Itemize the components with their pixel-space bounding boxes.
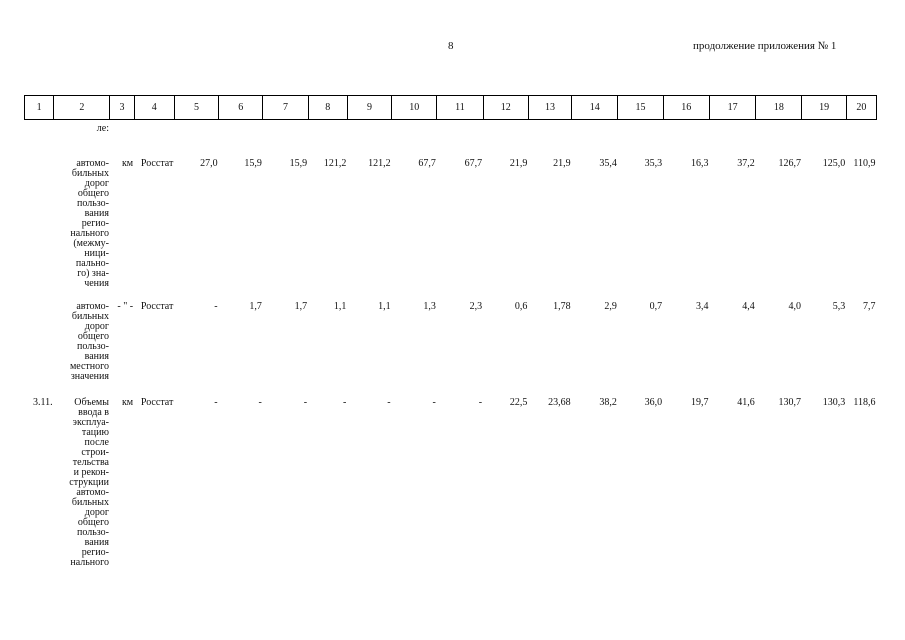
row-number [25,138,54,289]
column-header: 9 [347,96,391,120]
value-cell: - [432,397,436,408]
column-number-row [25,96,877,120]
value-cell: 1,7 [249,301,262,312]
value-cell: 2,9 [604,301,617,312]
value-cell: - [214,301,218,312]
column-header: 20 [846,96,876,120]
value-cell: 1,3 [423,301,436,312]
value-cell: 126,7 [778,158,801,169]
column-header: 16 [663,96,709,120]
unit-cell: - " - [117,301,134,312]
column-header: 6 [219,96,263,120]
column-header: 11 [437,96,483,120]
value-cell: 67,7 [418,158,436,169]
column-header: 17 [709,96,755,120]
value-cell: 16,3 [690,158,709,169]
indicator-name: автомо- бильных дорог общего пользо- вания местного значения [69,301,109,382]
value-cell: 15,9 [289,158,308,169]
source-cell: Росстат [140,158,174,169]
value-cell: 67,7 [464,158,483,169]
value-cell: 4,0 [788,301,801,312]
continuation-label: продолжение приложения № 1 [693,40,837,52]
value-cell: 5,3 [832,301,846,312]
table-row [25,382,877,568]
column-header: 5 [174,96,218,120]
value-cell: - [214,397,218,408]
column-header: 13 [528,96,571,120]
value-cell: - [303,397,308,408]
value-cell: 35,4 [599,158,617,169]
column-header: 14 [572,96,618,120]
value-cell: 22,5 [509,397,528,408]
column-header: 12 [483,96,528,120]
value-cell: 0,6 [514,301,528,312]
value-cell: 19,7 [690,397,709,408]
column-header: 15 [618,96,663,120]
value-cell: 118,6 [853,397,876,408]
value-cell: - [258,397,262,408]
column-header: 7 [263,96,308,120]
row-number: 3.11. [33,397,53,408]
value-cell: - [478,397,483,408]
value-cell: 41,6 [737,397,755,408]
table-row [25,138,877,289]
value-cell: 21,9 [553,158,571,169]
value-cell: 125,0 [822,158,846,169]
column-header: 10 [392,96,437,120]
value-cell: 2,3 [469,301,483,312]
value-cell: 121,2 [323,158,347,169]
column-header: 8 [308,96,347,120]
value-cell: 130,7 [778,397,801,408]
unit-cell: км [121,397,134,408]
source-cell: Росстат [140,301,174,312]
unit-cell: км [121,158,134,169]
value-cell: 110,9 [853,158,876,169]
indicator-name: Объемы ввода в эксплуа- тацию после строи- тельства и рекон- струкции автомо- бильных дорог общего пользо- вания регио- нального [69,397,109,568]
indicator-name: автомо- бильных дорог общего пользо- вания регио- нального (межму- ници- пально- го) зна- чения [70,158,109,289]
value-cell: 35,3 [644,158,663,169]
value-cell: - [387,397,391,408]
value-cell: 36,0 [644,397,663,408]
value-cell: 23,68 [548,397,571,408]
column-header: 18 [756,96,802,120]
source-cell: Росстат [140,397,174,408]
row-number [25,289,54,382]
table-row [25,120,877,139]
value-cell: 130,3 [822,397,846,408]
value-cell: - [343,397,347,408]
page-number: 8 [448,40,454,52]
value-cell: 1,7 [294,301,308,312]
row-number [25,120,54,139]
value-cell: 21,9 [509,158,528,169]
column-header: 3 [110,96,134,120]
empty-values [174,120,876,139]
unit-cell [110,120,134,139]
value-cell: 37,2 [737,158,755,169]
column-header: 19 [802,96,846,120]
value-cell: 1,1 [378,301,391,312]
value-cell: 7,7 [863,301,876,312]
column-header: 4 [134,96,174,120]
indicator-name: ле: [96,123,109,134]
value-cell: 15,9 [244,158,262,169]
value-cell: 0,7 [649,301,663,312]
value-cell: 1,78 [553,301,571,312]
column-header: 2 [54,96,110,120]
value-cell: 4,4 [742,301,755,312]
source-cell [134,120,174,139]
value-cell: 38,2 [599,397,617,408]
column-header: 1 [25,96,54,120]
table-row [25,289,877,382]
value-cell: 27,0 [200,158,218,169]
value-cell: 121,2 [368,158,391,169]
value-cell: 3,4 [695,301,709,312]
statistics-table [24,95,877,568]
value-cell: 1,1 [333,301,347,312]
